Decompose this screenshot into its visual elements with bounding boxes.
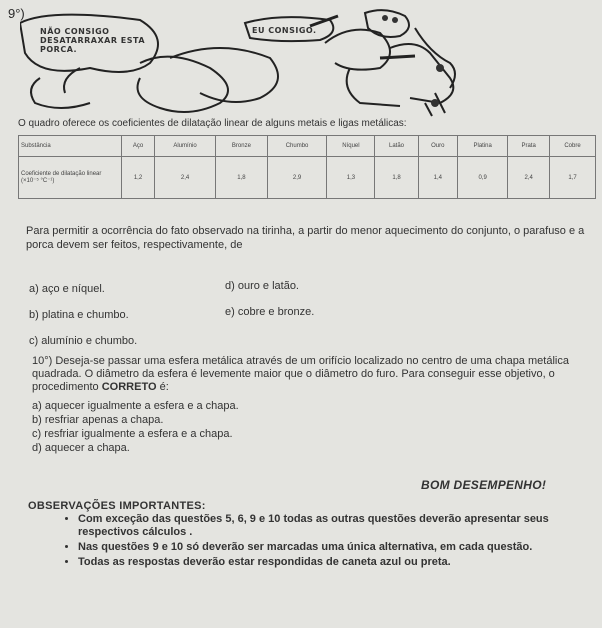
table-header-cell: Latão: [375, 136, 418, 157]
q10-option-b[interactable]: b) resfriar apenas a chapa.: [32, 414, 164, 426]
table-value-cell: 1,3: [327, 157, 375, 199]
table-value-cell: 1,2: [122, 157, 155, 199]
table-header-cell: Cobre: [549, 136, 595, 157]
observations-title: OBSERVAÇÕES IMPORTANTES:: [28, 500, 206, 512]
table-values-row: [19, 157, 596, 199]
table-header-cell: Prata: [508, 136, 550, 157]
table-value-cell: 2,4: [508, 157, 550, 199]
table-value-cell: 1,8: [375, 157, 418, 199]
observation-item: • Todas as respostas deverão estar respondidas de caneta azul ou preta.: [78, 556, 598, 569]
table-intro: O quadro oferece os coeficientes de dilatação linear de alguns metais e ligas metálicas:: [18, 118, 407, 129]
comic-strip-illustration: [20, 8, 600, 118]
q10-text-suffix: é:: [159, 381, 169, 393]
table-header-cell: Chumbo: [267, 136, 327, 157]
question-10-text: [32, 355, 592, 394]
table-header-cell: Aço: [122, 136, 155, 157]
closing-message: BOM DESEMPENHO!: [421, 478, 547, 492]
observation-item: • Nas questões 9 e 10 só deverão ser marcadas uma única alternativa, em cada questão.: [78, 541, 598, 554]
table-header-cell: Platina: [458, 136, 508, 157]
table-value-cell: 1,4: [418, 157, 457, 199]
table-header-label: Substância: [19, 136, 122, 157]
coefficients-table: [18, 135, 596, 199]
observations-list: [62, 513, 598, 571]
q10-option-c[interactable]: c) resfriar igualmente a esfera e a chapa.: [32, 428, 233, 440]
q9-option-c[interactable]: c) alumínio e chumbo.: [29, 335, 138, 347]
table-value-cell: 2,4: [155, 157, 216, 199]
table-header-cell: Alumínio: [155, 136, 216, 157]
table-row-label: Coeficiente de dilatação linear (×10⁻⁵ °C⁻¹): [19, 157, 122, 199]
q10-option-d[interactable]: d) aquecer a chapa.: [32, 442, 130, 454]
table-header-cell: Ouro: [418, 136, 457, 157]
table-value-cell: 1,8: [216, 157, 268, 199]
question-9-text: Para permitir a ocorrência do fato observado na tirinha, a partir do menor aquecimento do conjunto, o parafuso e a porca devem ser feitos, respectivamente, de: [26, 225, 585, 251]
table-header-cell: Bronze: [216, 136, 268, 157]
q10-text-prefix: 10°) Deseja-se passar uma esfera metálica através de um orifício localizado no centro de uma chapa metálica quadrada. O diâmetro da esfera é levemente maior que o diâmetro do furo. Para conseguir esse objetivo, o procedimento: [32, 355, 569, 393]
comic-balloon-right: EU CONSIGO.: [252, 26, 317, 35]
table-value-cell: 2,9: [267, 157, 327, 199]
q9-option-e[interactable]: e) cobre e bronze.: [225, 306, 315, 318]
question-9-number: 9°): [8, 6, 25, 21]
q10-option-a[interactable]: a) aquecer igualmente a esfera e a chapa.: [32, 400, 239, 412]
q9-option-a[interactable]: a) aço e níquel.: [29, 283, 105, 295]
observation-item: • Com exceção das questões 5, 6, 9 e 10 todas as outras questões deverão apresentar seus respectivos cálculos .: [78, 513, 598, 539]
q9-option-d[interactable]: d) ouro e latão.: [225, 280, 299, 292]
table-value-cell: 1,7: [549, 157, 595, 199]
table-header-cell: Níquel: [327, 136, 375, 157]
comic-balloon-left: NÃO CONSIGO DESATARRAXAR ESTA PORCA.: [40, 27, 146, 54]
q10-text-strong: CORRETO: [101, 381, 157, 393]
table-header-row: [19, 136, 596, 157]
q9-option-b[interactable]: b) platina e chumbo.: [29, 309, 129, 321]
table-value-cell: 0,9: [458, 157, 508, 199]
